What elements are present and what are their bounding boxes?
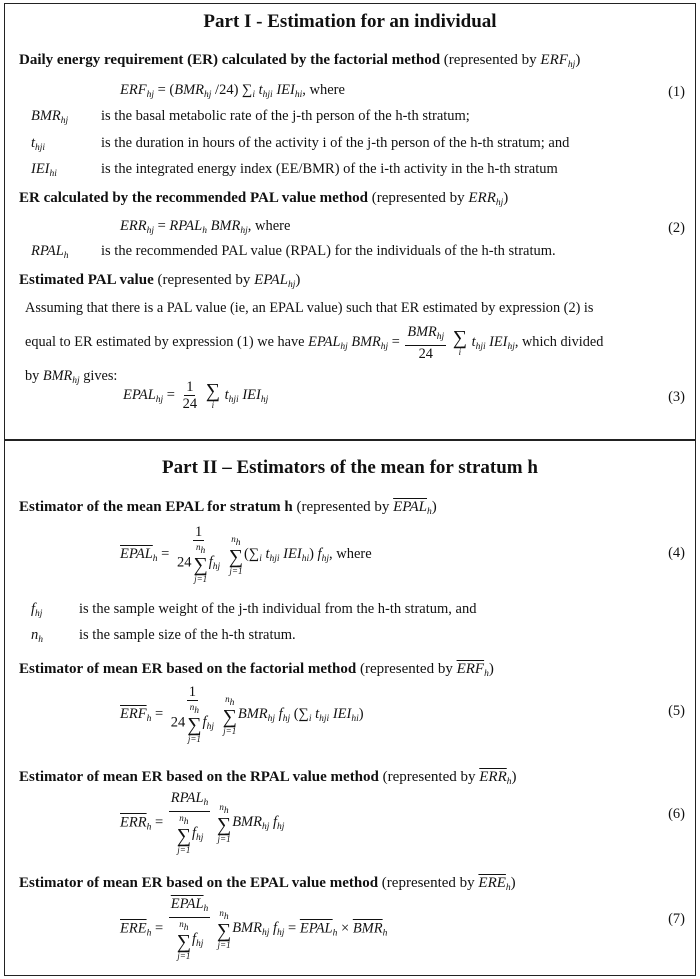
def-f: $f_{hj}$ is the sample weight of the j-th individual from the h-th stratum, and — [31, 601, 477, 619]
part2-panel — [4, 440, 696, 976]
s1-symbol: $ERF_{hj}$ — [540, 52, 576, 70]
s1-represented: (represented by — [443, 52, 537, 68]
s5-heading-line: Estimator of mean ER based on the factorial method (represented by $\overline{ERF}_h$) — [19, 661, 494, 679]
s1-heading: Daily energy requirement (ER) calculated by the factorial method — [19, 52, 441, 68]
eq2-number: (2) — [668, 220, 685, 236]
eq1-number: (1) — [668, 84, 685, 100]
equation-6: $\overline{ERR}_h$ = $RPAL_h$ $n_h$ ∑ j=1 $f_{hj}$ $n_h$ ∑ j=1 $BMR_{hj}$ $f_{hj}$ — [120, 790, 285, 855]
eq4-number: (4) — [668, 545, 685, 561]
s5-heading: Estimator of mean ER based on the factorial method — [19, 661, 357, 677]
s3-heading: Estimated PAL value — [19, 272, 154, 288]
equation-7: $\overline{ERE}_h$ = $EPAL_h$ $n_h$ ∑ j=1 $f_{hj}$ $n_h$ ∑ j=1 $BMR_{hj}$ $f_{hj}$ = $EPAL_h \times \overline{BMR}_h$ — [120, 896, 388, 961]
s2-heading-line: ER calculated by the recommended PAL value method (represented by $ERR_{hj}$) — [19, 190, 509, 208]
eq3-number: (3) — [668, 389, 685, 405]
s2-heading: ER calculated by the recommended PAL value method — [19, 190, 369, 206]
equation-4: $EPAL_h$ = 1 24 $n_h$ ∑ j=1 $f_{hj}$ $n_h$ ∑ j=1 ($\sum_i$ $t_{hji}$ $IEI_{hi}$) $f_{hj}$, where — [120, 524, 372, 584]
para-line-1: Assuming that there is a PAL value (ie, an EPAL value) such that ER estimated by expression (2) is — [25, 300, 594, 316]
s7-heading-line: Estimator of mean ER based on the EPAL value method (represented by $\overline{ERE}_h$) — [19, 875, 516, 893]
s7-heading: Estimator of mean ER based on the EPAL value method — [19, 875, 379, 891]
eq5-number: (5) — [668, 703, 685, 719]
def-n: $n_h$ is the sample size of the h-th stratum. — [31, 627, 296, 645]
s3-heading-line: Estimated PAL value (represented by $EPAL_{hj}$) — [19, 272, 301, 290]
s6-heading-line: Estimator of mean ER based on the RPAL value method (represented by $\overline{ERR}_h$) — [19, 769, 517, 787]
part1-panel — [4, 3, 696, 440]
eq6-number: (6) — [668, 806, 685, 822]
def-iei: $IEI_{hi}$ is the integrated energy index (EE/BMR) of the i-th activity in the h-th stratum — [31, 161, 558, 179]
para-line-2: equal to ER estimated by expression (1) we have $EPAL_{hj}$ $BMR_{hj}$ = $\frac{BMR_{hj}}{24}$ ∑ i $t_{hji}$ $IEI_{hj}$, which divided — [25, 323, 604, 362]
eq7-number: (7) — [668, 911, 685, 927]
part2-title: Part II – Estimators of the mean for stratum h — [162, 457, 538, 478]
equation-1: $ERF_{hj} = (BMR_{hj}$ /24) $\sum_i$ $t_{hji}$ $IEI_{hi}$, where — [120, 82, 345, 100]
def-t: $t_{hji}$ is the duration in hours of the activity i of the j-th person of the h-th stratum; and — [31, 135, 570, 153]
equation-2: $ERR_{hj}$ = $RPAL_h$ $BMR_{hj}$, where — [120, 218, 291, 236]
s1-heading-line: Daily energy requirement (ER) calculated by the factorial method (represented by $ERF_{hj}$) — [19, 52, 581, 70]
equation-3: $EPAL_{hj}$ = $\frac{1}{24}$ ∑ i $t_{hji}$ $IEI_{hj}$ — [123, 379, 269, 412]
equation-5: $\overline{ERF}_h$ = 1 24 $n_h$ ∑ j=1 $f_{hj}$ $n_h$ ∑ j=1 $BMR_{hj}$ $f_{hj}$ ($\sum_i$ $t_{hji}$ $IEI_{hi}$) — [120, 684, 364, 744]
def-rpal: $RPAL_h$ is the recommended PAL value (RPAL) for the individuals of the h-th stratum. — [31, 243, 556, 261]
s4-heading: Estimator of the mean EPAL for stratum h — [19, 499, 293, 515]
para-line-3: by $BMR_{hj}$ gives: — [25, 368, 118, 386]
s4-heading-line: Estimator of the mean EPAL for stratum h (represented by $EPAL_h$) — [19, 499, 437, 517]
s6-heading: Estimator of mean ER based on the RPAL value method — [19, 769, 379, 785]
def-bmr: $BMR_{hj}$ is the basal metabolic rate of the j-th person of the h-th stratum; — [31, 108, 470, 126]
part1-title: Part I - Estimation for an individual — [203, 11, 497, 32]
